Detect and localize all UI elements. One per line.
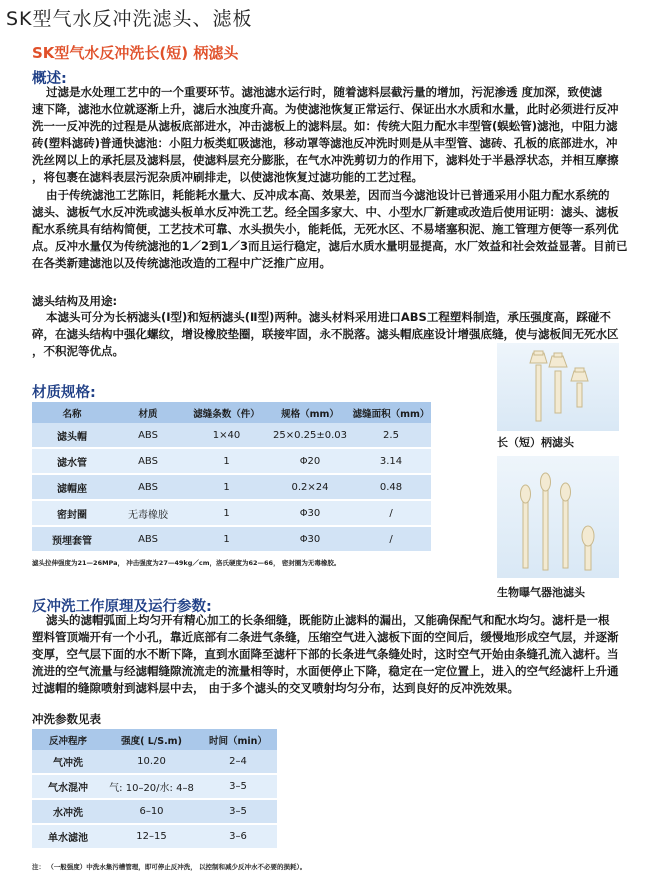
table-cell: Φ30 bbox=[269, 527, 351, 553]
text-line: 滤头的滤帽弧面上均匀开有精心加工的长条细缝，既能防止滤料的漏出，又能确保配气和配水均匀。滤杆是一根 bbox=[46, 613, 610, 627]
table-header-cell: 滤缝条数（件） bbox=[184, 402, 269, 423]
table-row bbox=[32, 825, 277, 850]
table-cell: 0.48 bbox=[351, 475, 431, 501]
table-row bbox=[32, 800, 277, 825]
text-line: 在各类新建滤池以及传统滤池改造的工程中广泛推广应用。 bbox=[32, 256, 331, 270]
table-cell: ABS bbox=[112, 475, 184, 501]
table-cell: ABS bbox=[112, 527, 184, 553]
overview-paragraph-1 bbox=[32, 84, 619, 186]
filter-nozzle-icon bbox=[497, 343, 619, 431]
text-line: 速下降，滤池水位就逐渐上升，滤后水浊度升高。为使滤池恢复正常运行、保证出水水质和水量，此时必须进行反冲 bbox=[32, 102, 619, 116]
table-header-row bbox=[32, 729, 277, 750]
table-row bbox=[32, 527, 431, 553]
params-table-body bbox=[32, 750, 277, 850]
text-line: 本滤头可分为长柄滤头(Ⅰ型)和短柄滤头(Ⅱ型)两种。滤头材料采用进口ABS工程塑料制造，承压强度高，踩碰不 bbox=[46, 310, 611, 324]
text-line: 变厚，空气层下面的水不断下降，直到水面降至滤杆下部的长条进气条缝处时，这时空气开始由条缝孔流入滤杆。当 bbox=[32, 647, 619, 661]
table-cell: 密封圈 bbox=[32, 501, 112, 527]
table-cell: 气水混冲 bbox=[32, 775, 104, 800]
text-line: 配水系统具有结构简便，工艺技术可靠、水头损失小，能耗低，无死水区、不易堵塞积泥、施工管理方便等一系列优 bbox=[32, 222, 619, 236]
table-header-cell: 反冲程序 bbox=[32, 729, 104, 750]
text-line: ，不积泥等优点。 bbox=[32, 344, 124, 358]
table-row bbox=[32, 475, 431, 501]
table-cell: 1 bbox=[184, 527, 269, 553]
text-line: 塑料管顶端开有一个小孔，靠近底部有二条进气条缝，压缩空气进入滤板下面的空间后，缓慢地形成空气层，并逐渐 bbox=[32, 630, 619, 644]
table-cell: / bbox=[351, 501, 431, 527]
table-cell: 水冲洗 bbox=[32, 800, 104, 825]
table-row bbox=[32, 775, 277, 800]
table-cell: 2–4 bbox=[199, 750, 277, 775]
backwash-paragraph bbox=[32, 612, 619, 697]
overview-heading: 概述: bbox=[32, 71, 67, 87]
table-cell: 2.5 bbox=[351, 423, 431, 449]
table-cell: 气冲洗 bbox=[32, 750, 104, 775]
table-cell: 3.14 bbox=[351, 449, 431, 475]
table-row bbox=[32, 501, 431, 527]
table-cell: ABS bbox=[112, 449, 184, 475]
table-cell: 0.2×24 bbox=[269, 475, 351, 501]
table-cell: 滤水管 bbox=[32, 449, 112, 475]
text-line: 碎，在滤头结构中强化螺纹，增设橡胶垫圈，联接牢固，永不脱落。滤头帽底座设计增强底缝，使与滤板间无死水区 bbox=[32, 327, 619, 341]
table-cell: 3–6 bbox=[199, 825, 277, 850]
text-line: 流进的空气流量与经滤帽缝隙流流走的流量相等时，水面便停止下降，稳定在一定位置上，进入的空气经滤杆上升通 bbox=[32, 664, 619, 678]
materials-note: 滤头拉伸强度为21—26MPa， 冲击强度为27—49kg／cm，洛氏硬度为62—66， 密封圈为无毒橡胶。 bbox=[32, 559, 341, 567]
materials-table-body bbox=[32, 423, 431, 553]
table-header-cell: 规格（mm） bbox=[269, 402, 351, 423]
table-cell: 1 bbox=[184, 501, 269, 527]
aeration-nozzle-icon bbox=[497, 456, 619, 578]
text-line: 砖(塑料滤砖)普通快滤池：小阻力板类虹吸滤池，移动罩等滤池反冲洗时则是从丰型管、滤砖、孔板的底部进水，冲 bbox=[32, 136, 618, 150]
table-cell: 25×0.25±0.03 bbox=[269, 423, 351, 449]
table-cell: 单水滤池 bbox=[32, 825, 104, 850]
table-cell: Φ20 bbox=[269, 449, 351, 475]
photo-caption-1: 长（短）柄滤头 bbox=[497, 436, 574, 449]
table-cell: 3–5 bbox=[199, 775, 277, 800]
table-cell: 3–5 bbox=[199, 800, 277, 825]
page-title: SK型气水反冲洗滤头、滤板 bbox=[6, 8, 253, 30]
overview-paragraph-2 bbox=[32, 187, 628, 272]
params-note: 注： （一般强度）中洗水集污槽管理，即可停止反冲洗， 以控制和减少反冲水不必要的损耗）。 bbox=[32, 863, 307, 871]
table-header-cell: 时间（min） bbox=[199, 729, 277, 750]
table-header-cell: 强度( L/S.m) bbox=[104, 729, 199, 750]
structure-heading: 滤头结构及用途: bbox=[32, 294, 118, 308]
bio-aeration-filter-photo bbox=[497, 456, 619, 578]
params-heading: 冲洗参数见表 bbox=[32, 712, 101, 726]
table-cell: ABS bbox=[112, 423, 184, 449]
table-cell: 10.20 bbox=[104, 750, 199, 775]
table-header-cell: 滤缝面积（mm） bbox=[351, 402, 431, 423]
table-cell: 1×40 bbox=[184, 423, 269, 449]
table-cell: Φ30 bbox=[269, 501, 351, 527]
table-cell: 预埋套管 bbox=[32, 527, 112, 553]
text-line: 洗丝网以上的承托层及滤料层，使滤料层充分膨胀，在气水冲洗剪切力的作用下，滤料处于半悬浮状态，并相互摩擦 bbox=[32, 153, 619, 167]
long-short-filter-photo bbox=[497, 343, 619, 431]
table-cell: 无毒橡胶 bbox=[112, 501, 184, 527]
table-row bbox=[32, 750, 277, 775]
params-table bbox=[32, 729, 277, 850]
table-row bbox=[32, 423, 431, 449]
text-line: 过滤帽的缝隙喷射到滤料层中去， 由于多个滤头的交叉喷射均匀分布，达到良好的反冲洗效果。 bbox=[32, 681, 519, 695]
table-header-cell: 名称 bbox=[32, 402, 112, 423]
table-row bbox=[32, 449, 431, 475]
table-cell: 1 bbox=[184, 475, 269, 501]
photo-caption-2: 生物曝气器池滤头 bbox=[497, 586, 585, 599]
text-line: 洗一一反冲洗的过程是从滤板底部进水，冲击滤板上的滤料层。如：传统大阻力配水丰型管(蜈蚣管)滤池，中阻力滤 bbox=[32, 119, 618, 133]
text-line: 点。反冲水量仅为传统滤池的1／2到1／3而且运行稳定，滤后水质水量明显提高，水厂效益和社会效益显著。目前已 bbox=[32, 239, 628, 253]
table-cell: 气: 10–20/水: 4–8 bbox=[104, 775, 199, 800]
sub-title: SK型气水反冲洗长(短) 柄滤头 bbox=[32, 44, 239, 62]
table-cell: 6–10 bbox=[104, 800, 199, 825]
table-cell: 滤头帽 bbox=[32, 423, 112, 449]
text-line: 滤头、滤板气水反冲洗或滤头板单水反冲洗工艺。经全国多家大、中、小型水厂新建或改造后使用证明：滤头、滤板 bbox=[32, 205, 619, 219]
table-header-row bbox=[32, 402, 431, 423]
table-cell: 1 bbox=[184, 449, 269, 475]
text-line: 过滤是水处理工艺中的一个重要环节。滤池滤水运行时，随着滤料层截污量的增加，污泥渗透 度加深，致使滤 bbox=[46, 85, 602, 99]
table-cell: 滤帽座 bbox=[32, 475, 112, 501]
backwash-heading: 反冲洗工作原理及运行参数: bbox=[32, 599, 212, 615]
table-cell: / bbox=[351, 527, 431, 553]
table-cell: 12–15 bbox=[104, 825, 199, 850]
materials-table bbox=[32, 402, 431, 553]
table-header-cell: 材质 bbox=[112, 402, 184, 423]
text-line: ，将包裹在滤料表层污泥杂质冲刷排走，以使滤池恢复过滤功能的工艺过程。 bbox=[32, 170, 423, 184]
materials-heading: 材质规格: bbox=[32, 385, 96, 401]
text-line: 由于传统滤池工艺陈旧，耗能耗水量大、反冲成本高、效果差，因而当今滤池设计已普通采用小阻力配水系统的 bbox=[46, 188, 610, 202]
